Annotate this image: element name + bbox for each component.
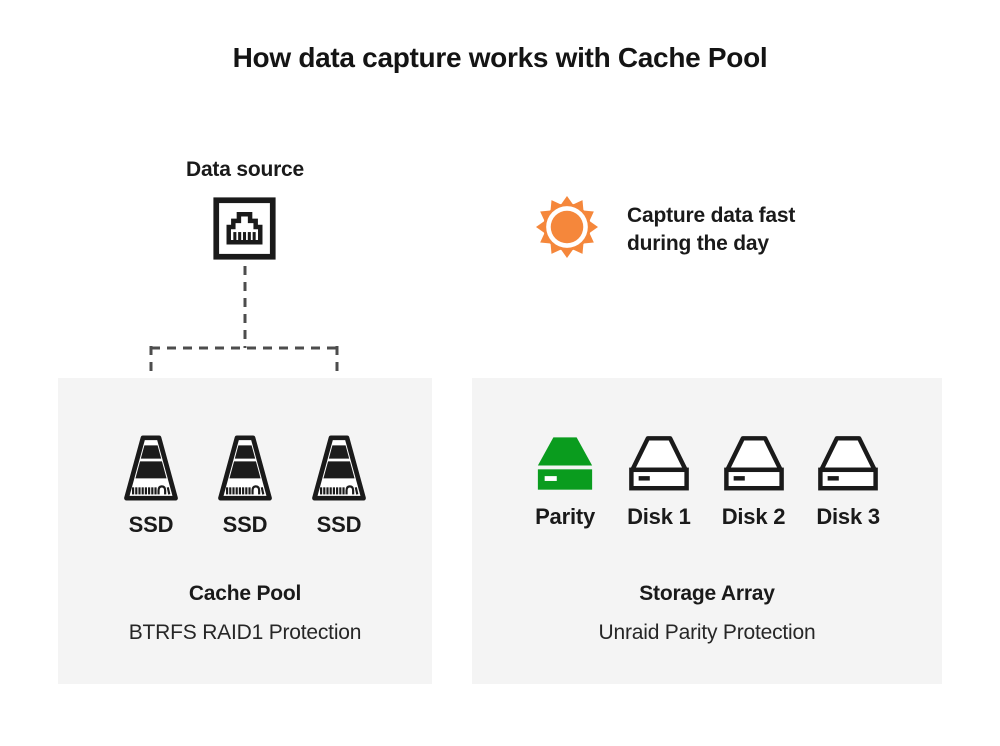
- storage-array-panel: [472, 378, 942, 684]
- drive-label: SSD: [128, 512, 174, 537]
- day-note-text: [627, 202, 795, 258]
- sun-icon: [536, 196, 598, 258]
- day-note-line2: during the day: [627, 232, 769, 255]
- parity-drive: [534, 435, 596, 530]
- ssd-icon: [310, 435, 368, 501]
- drive-label: SSD: [316, 512, 362, 537]
- hdd-icon: [723, 435, 785, 493]
- cache-pool-panel: [58, 378, 432, 684]
- drive-label: Parity: [535, 504, 596, 529]
- hdd-icon: [817, 435, 879, 493]
- ethernet-port-icon: [213, 197, 276, 260]
- ssd-icon: [216, 435, 274, 501]
- drive-label: SSD: [222, 512, 268, 537]
- day-note-line1: Capture data fast: [627, 204, 796, 227]
- ssd-drive-3: [310, 435, 368, 538]
- cache-pool-subtitle: BTRFS RAID1 Protection: [128, 621, 362, 644]
- ssd-icon: [122, 435, 180, 501]
- storage-array-title: Storage Array: [639, 582, 775, 605]
- cache-pool-drives: [58, 435, 432, 538]
- drive-label: Disk 1: [627, 504, 691, 529]
- ssd-drive-2: [216, 435, 274, 538]
- storage-array-drives: [472, 435, 942, 530]
- drive-label: Disk 2: [721, 504, 786, 529]
- hdd-icon-parity: [534, 435, 596, 493]
- storage-array-subtitle: Unraid Parity Protection: [598, 621, 816, 644]
- ssd-drive-1: [122, 435, 180, 538]
- cache-pool-title: Cache Pool: [188, 582, 302, 605]
- data-source-label: Data source: [185, 158, 305, 181]
- disk-drive-1: [627, 435, 691, 530]
- hdd-icon: [628, 435, 690, 493]
- disk-drive-2: [722, 435, 786, 530]
- drive-label: Disk 3: [816, 504, 880, 529]
- disk-drive-3: [816, 435, 880, 530]
- diagram-title: How data capture works with Cache Pool: [232, 42, 768, 73]
